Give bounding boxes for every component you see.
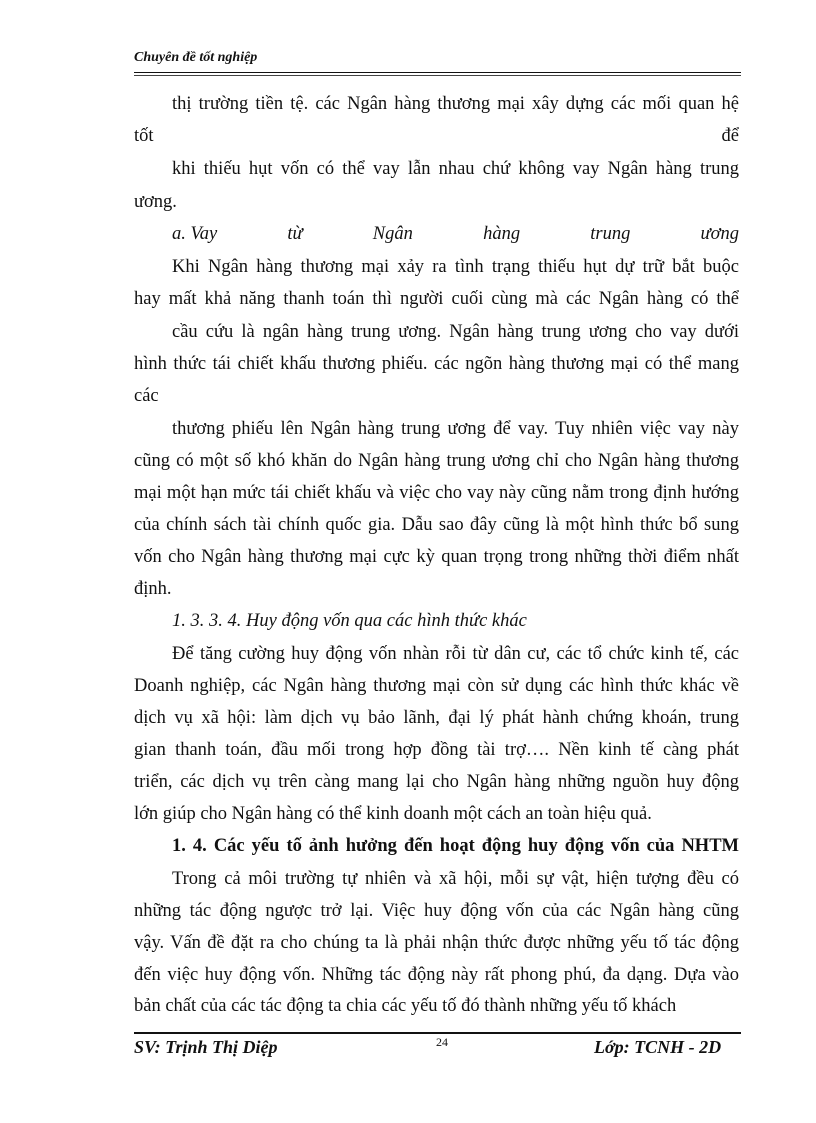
text-line: triển, các dịch vụ trên càng mang lại cho Ngân hàng những nguồn huy động — [134, 772, 739, 792]
text-line: vậy. Vấn đề đặt ra cho chúng ta là phải nhận thức được những yếu tố tác động — [134, 933, 739, 953]
text-line: định. — [134, 579, 172, 599]
text-line: gian thanh toán, đầu mối trong hợp đồng tài trợ…. Nền kinh tế càng phát — [134, 740, 739, 760]
text-line: đến việc huy động vốn. Những tác động này rất phong phú, đa dạng. Dựa vào — [134, 965, 739, 985]
page-number: 24 — [436, 1035, 448, 1049]
text-line: Doanh nghiệp, các Ngân hàng thương mại còn sử dụng các hình thức khác về — [134, 676, 739, 696]
page-header-title: Chuyên đề tốt nghiệp — [134, 50, 258, 65]
text-line: các — [134, 386, 159, 406]
text-line: khi thiếu hụt vốn có thể vay lẫn nhau chứ không vay Ngân hàng trung — [172, 159, 739, 179]
header-rule-thin — [134, 75, 741, 76]
footer-rule — [134, 1032, 741, 1034]
text-line: ương. — [134, 192, 177, 212]
text-line: cũng có một số khó khăn do Ngân hàng trung ương chỉ cho Ngân hàng thương — [134, 451, 739, 471]
heading-word: Ngân — [372, 224, 413, 244]
text-line: lớn giúp cho Ngân hàng có thể kinh doanh một cách an toàn hiệu quả. — [134, 804, 652, 824]
header-rule — [134, 72, 741, 73]
text-line: hình thức tái chiết khấu thương phiếu. các ngõn hàng thương mại có thể mang — [134, 354, 739, 374]
text-fragment: để — [721, 126, 739, 146]
text-line: thị trường tiền tệ. các Ngân hàng thương mại xây dựng các mối quan hệ — [172, 94, 739, 114]
text-line: Khi Ngân hàng thương mại xảy ra tình trạng thiếu hụt dự trữ bắt buộc — [172, 257, 739, 277]
text-line: của chính sách tài chính quốc gia. Dẫu sao đây cũng là một hình thức bổ sung — [134, 515, 739, 535]
heading-word: ương — [700, 224, 739, 244]
text-line: bản chất của các tác động ta chia các yếu tố đó thành những yếu tố khách — [134, 996, 677, 1016]
text-line: dịch vụ xã hội: làm dịch vụ bảo lãnh, đại lý phát hành chứng khoán, trung — [134, 708, 739, 728]
text-line: cầu cứu là ngân hàng trung ương. Ngân hàng trung ương cho vay dưới — [172, 322, 739, 342]
text-line: Trong cả môi trường tự nhiên và xã hội, mỗi sự vật, hiện tượng đều có — [172, 869, 739, 889]
heading-word: trung — [590, 224, 631, 244]
text-fragment: tốt — [134, 126, 154, 146]
text-line: những tác động ngược trở lại. Việc huy động vốn của các Ngân hàng cũng — [134, 901, 739, 921]
text-line-split — [134, 126, 739, 147]
footer-class: Lớp: TCNH - 2D — [594, 1037, 722, 1057]
footer-student-name: SV: Trịnh Thị Diệp — [134, 1037, 278, 1057]
subheading-a — [172, 224, 739, 245]
heading-word: a. Vay — [172, 224, 218, 244]
heading-word: hàng — [483, 224, 521, 244]
heading-word: từ — [287, 224, 303, 244]
text-line: thương phiếu lên Ngân hàng trung ương để vay. Tuy nhiên việc vay này — [172, 419, 739, 439]
text-line: hay mất khả năng thanh toán thì người cuối cùng mà các Ngân hàng có thể — [134, 289, 739, 309]
text-line: mại một hạn mức tái chiết khấu và việc cho vay này cũng nằm trong định hướng — [134, 483, 739, 503]
subheading-1334: 1. 3. 3. 4. Huy động vốn qua các hình thức khác — [172, 611, 527, 631]
text-line: Để tăng cường huy động vốn nhàn rỗi từ dân cư, các tổ chức kinh tế, các — [172, 644, 739, 664]
text-line: vốn cho Ngân hàng thương mại cực kỳ quan trọng trong những thời điểm nhất — [134, 547, 739, 567]
section-heading-14: 1. 4. Các yếu tố ảnh hưởng đến hoạt động huy động vốn của NHTM — [172, 836, 739, 856]
